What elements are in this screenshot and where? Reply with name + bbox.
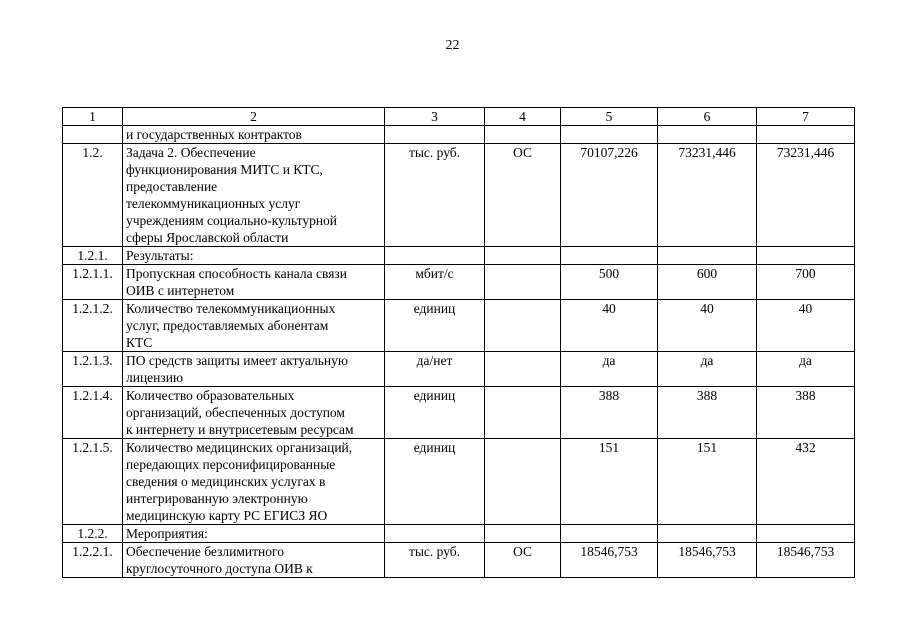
row-description [123, 247, 385, 265]
row-source: ОС [485, 543, 561, 578]
page-number: 22 [445, 38, 460, 53]
description-line: учреждениям социально-культурной [126, 213, 338, 228]
row-value-7 [757, 126, 855, 144]
row-description [123, 387, 385, 439]
row-description [123, 144, 385, 247]
description-line: функционирования МИТС и КТС, [126, 162, 323, 177]
row-number: 1.2.2.1. [63, 543, 123, 578]
description-line: Количество медицинских организаций, [126, 440, 353, 455]
row-value-7 [757, 247, 855, 265]
row-description [123, 265, 385, 300]
table-row [63, 543, 855, 578]
indicators-table [62, 107, 855, 578]
description-line: сферы Ярославской области [126, 230, 289, 245]
description-line: к интернету и внутрисетевым ресурсам [126, 422, 354, 437]
row-value-5: 151 [561, 439, 658, 525]
table-row [63, 525, 855, 543]
row-source [485, 265, 561, 300]
description-line: ПО средств защиты имеет актуальную [126, 353, 348, 368]
description-line: КТС [126, 335, 153, 350]
description-line: круглосуточного доступа ОИВ к [126, 561, 313, 576]
row-value-7: 432 [757, 439, 855, 525]
header-cell-5: 5 [561, 108, 658, 126]
header-row [63, 108, 855, 126]
description-line: медицинскую карту РС ЕГИСЗ ЯО [126, 508, 328, 523]
row-value-6: 40 [658, 300, 757, 352]
row-unit [385, 126, 485, 144]
description-line: предоставление [126, 179, 218, 194]
row-number: 1.2.1.2. [63, 300, 123, 352]
row-description [123, 439, 385, 525]
row-value-6 [658, 525, 757, 543]
row-value-6: 151 [658, 439, 757, 525]
description-line: Пропускная способность канала связи [126, 266, 347, 281]
row-number: 1.2.2. [63, 525, 123, 543]
description-line: Обеспечение безлимитного [126, 544, 284, 559]
row-unit: единиц [385, 300, 485, 352]
row-description [123, 352, 385, 387]
row-value-5: 500 [561, 265, 658, 300]
row-description [123, 300, 385, 352]
row-number: 1.2. [63, 144, 123, 247]
table-row [63, 144, 855, 247]
row-value-7 [757, 525, 855, 543]
row-number: 1.2.1.3. [63, 352, 123, 387]
row-value-7: 40 [757, 300, 855, 352]
description-line: Задача 2. Обеспечение [126, 145, 256, 160]
row-source [485, 439, 561, 525]
row-unit: единиц [385, 387, 485, 439]
description-line: лицензию [126, 370, 184, 385]
row-value-6: 388 [658, 387, 757, 439]
row-value-6: 18546,753 [658, 543, 757, 578]
row-number: 1.2.1.5. [63, 439, 123, 525]
table-row [63, 352, 855, 387]
row-value-6: 600 [658, 265, 757, 300]
row-unit: единиц [385, 439, 485, 525]
header-cell-6: 6 [658, 108, 757, 126]
row-value-6: 73231,446 [658, 144, 757, 247]
row-value-6: да [658, 352, 757, 387]
table-body [63, 108, 855, 578]
row-source [485, 352, 561, 387]
row-description [123, 126, 385, 144]
row-source [485, 247, 561, 265]
row-unit: тыс. руб. [385, 543, 485, 578]
description-line: услуг, предоставляемых абонентам [126, 318, 329, 333]
row-value-5: 70107,226 [561, 144, 658, 247]
description-line: и государственных контрактов [126, 127, 302, 142]
row-value-5: 18546,753 [561, 543, 658, 578]
row-value-5: 40 [561, 300, 658, 352]
table-row [63, 247, 855, 265]
row-number: 1.2.1.1. [63, 265, 123, 300]
table-row [63, 300, 855, 352]
row-description [123, 525, 385, 543]
row-value-5 [561, 126, 658, 144]
description-line: передающих персонифицированные [126, 457, 336, 472]
row-unit: да/нет [385, 352, 485, 387]
row-value-5: 388 [561, 387, 658, 439]
description-line: Результаты: [126, 248, 194, 263]
row-source [485, 126, 561, 144]
row-unit: мбит/с [385, 265, 485, 300]
description-line: ОИВ с интернетом [126, 283, 235, 298]
row-value-6 [658, 126, 757, 144]
table-row [63, 439, 855, 525]
row-value-5 [561, 247, 658, 265]
row-unit [385, 525, 485, 543]
header-cell-2: 2 [123, 108, 385, 126]
row-description [123, 543, 385, 578]
table-row [63, 126, 855, 144]
row-value-7: 18546,753 [757, 543, 855, 578]
row-source: ОС [485, 144, 561, 247]
row-value-7: 700 [757, 265, 855, 300]
description-line: интегрированную электронную [126, 491, 308, 506]
description-line: Количество телекоммуникационных [126, 301, 336, 316]
header-cell-1: 1 [63, 108, 123, 126]
row-value-7: да [757, 352, 855, 387]
row-source [485, 525, 561, 543]
row-value-5: да [561, 352, 658, 387]
header-cell-3: 3 [385, 108, 485, 126]
table-row [63, 265, 855, 300]
row-source [485, 300, 561, 352]
row-value-7: 73231,446 [757, 144, 855, 247]
description-line: телекоммуникационных услуг [126, 196, 301, 211]
header-cell-4: 4 [485, 108, 561, 126]
table-row [63, 387, 855, 439]
row-unit: тыс. руб. [385, 144, 485, 247]
row-number: 1.2.1. [63, 247, 123, 265]
row-number [63, 126, 123, 144]
row-source [485, 387, 561, 439]
description-line: сведения о медицинских услугах в [126, 474, 326, 489]
description-line: Количество образовательных [126, 388, 295, 403]
row-number: 1.2.1.4. [63, 387, 123, 439]
row-value-6 [658, 247, 757, 265]
description-line: организаций, обеспеченных доступом [126, 405, 345, 420]
row-value-7: 388 [757, 387, 855, 439]
row-value-5 [561, 525, 658, 543]
row-unit [385, 247, 485, 265]
header-cell-7: 7 [757, 108, 855, 126]
description-line: Мероприятия: [126, 526, 208, 541]
